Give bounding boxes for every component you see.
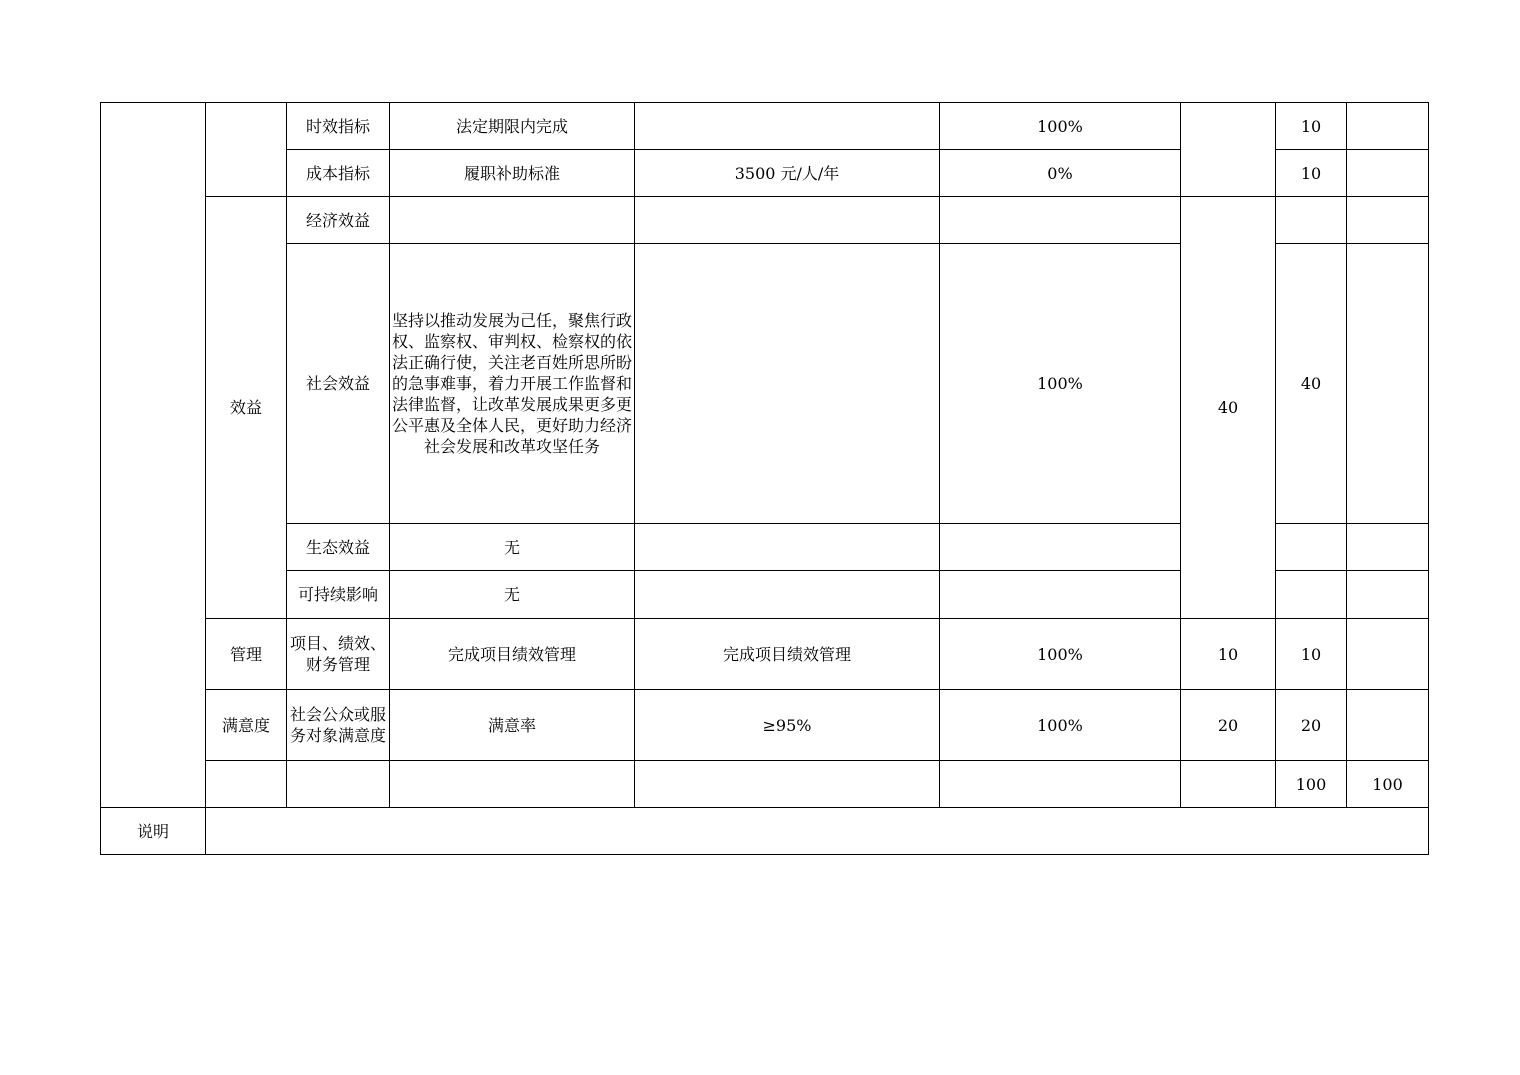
remark-cell: [1347, 571, 1429, 619]
indicator-content: 履职补助标准: [390, 150, 635, 197]
note-label: 说明: [101, 808, 206, 855]
actual-value: 100%: [940, 690, 1181, 761]
indicator-content: 法定期限内完成: [390, 103, 635, 150]
target-value: 3500 元/人/年: [635, 150, 940, 197]
table-row-management: [101, 619, 1429, 690]
table-row-satisfaction: [101, 690, 1429, 761]
empty-cell: [390, 761, 635, 808]
weight-benefit: 40: [1181, 197, 1276, 619]
target-value: [635, 524, 940, 571]
remark-cell: [1347, 524, 1429, 571]
indicator-name: 生态效益: [287, 524, 390, 571]
weight-value: 10: [1181, 619, 1276, 690]
first-level-indicator-cell: [101, 103, 206, 808]
category-benefit: 效益: [206, 197, 287, 619]
remark-cell: [1347, 197, 1429, 244]
table-row-economic: [101, 197, 1429, 244]
score-value: 10: [1276, 150, 1347, 197]
indicator-name: 社会效益: [287, 244, 390, 524]
remark-cell: [1347, 244, 1429, 524]
target-value: ≥95%: [635, 690, 940, 761]
empty-cell: [635, 761, 940, 808]
score-value: [1276, 571, 1347, 619]
empty-cell: [287, 761, 390, 808]
actual-value: 100%: [940, 619, 1181, 690]
indicator-content: 无: [390, 524, 635, 571]
target-value: [635, 197, 940, 244]
indicator-content: 坚持以推动发展为己任，聚焦行政权、监察权、审判权、检察权的依法正确行使，关注老百姓所思所盼的急事难事，着力开展工作监督和法律监督，让改革发展成果更多更公平惠及全体人民，更好助力经济社会发展和改革攻坚任务: [390, 244, 635, 524]
score-value: 10: [1276, 619, 1347, 690]
remark-cell: [1347, 150, 1429, 197]
target-value: [635, 244, 940, 524]
category-management: 管理: [206, 619, 287, 690]
indicator-name: 时效指标: [287, 103, 390, 150]
actual-value: [940, 571, 1181, 619]
actual-value: 100%: [940, 244, 1181, 524]
category-satisfaction: 满意度: [206, 690, 287, 761]
actual-value: 0%: [940, 150, 1181, 197]
indicator-name: 经济效益: [287, 197, 390, 244]
indicator-content: [390, 197, 635, 244]
actual-value: [940, 197, 1181, 244]
remark-cell: [1347, 619, 1429, 690]
indicator-name: 可持续影响: [287, 571, 390, 619]
indicator-content: 满意率: [390, 690, 635, 761]
total-weight: 100: [1276, 761, 1347, 808]
score-value: 40: [1276, 244, 1347, 524]
total-score: 100: [1347, 761, 1429, 808]
target-value: [635, 103, 940, 150]
actual-value: [940, 524, 1181, 571]
indicator-name: 项目、绩效、财务管理: [287, 619, 390, 690]
table-row-note: [101, 808, 1429, 855]
remark-cell: [1347, 103, 1429, 150]
weight-value: 20: [1181, 690, 1276, 761]
second-level-indicator-cell: [206, 103, 287, 197]
note-content: [206, 808, 1429, 855]
target-value: 完成项目绩效管理: [635, 619, 940, 690]
indicator-content: 完成项目绩效管理: [390, 619, 635, 690]
score-value: 10: [1276, 103, 1347, 150]
score-value: 20: [1276, 690, 1347, 761]
performance-table: [100, 102, 1429, 855]
score-value: [1276, 197, 1347, 244]
actual-value: 100%: [940, 103, 1181, 150]
empty-cell: [206, 761, 287, 808]
score-value: [1276, 524, 1347, 571]
remark-cell: [1347, 690, 1429, 761]
empty-cell: [1181, 761, 1276, 808]
weight-cell: [1181, 103, 1276, 197]
empty-cell: [940, 761, 1181, 808]
indicator-content: 无: [390, 571, 635, 619]
indicator-name: 成本指标: [287, 150, 390, 197]
indicator-name: 社会公众或服务对象满意度: [287, 690, 390, 761]
target-value: [635, 571, 940, 619]
table-row-timeliness: [101, 103, 1429, 150]
table-row-total: [101, 761, 1429, 808]
